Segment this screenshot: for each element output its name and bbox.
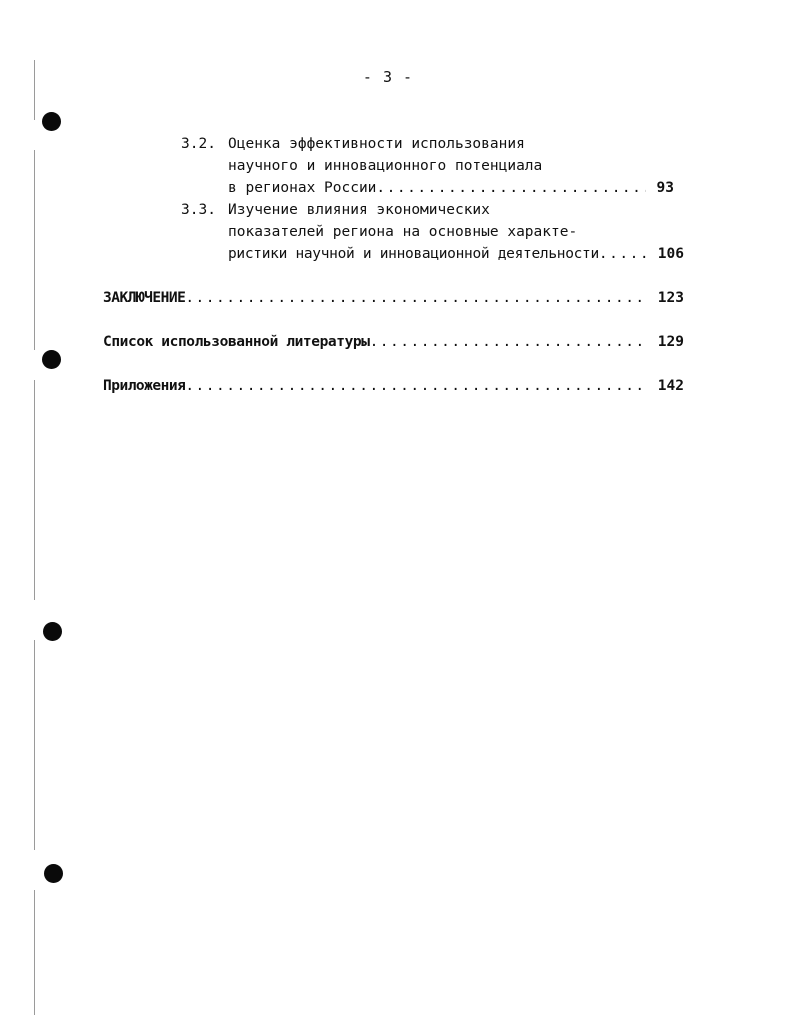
- binder-hole: [42, 350, 61, 369]
- entry-title-leader: [103, 332, 646, 352]
- section-title-leader: [228, 178, 646, 198]
- binder-hole: [42, 112, 61, 131]
- section-title-line: ристики научной и инновационной деятельности: [228, 246, 599, 262]
- dot-leader: [599, 244, 646, 264]
- margin-line: [34, 60, 35, 120]
- page-number: - 3 -: [362, 68, 414, 86]
- dot-leader: [370, 332, 646, 352]
- page-reference: 129: [657, 334, 684, 350]
- dot-leader: [376, 178, 646, 198]
- binder-hole: [43, 622, 62, 641]
- section-number: 3.3.: [181, 202, 216, 218]
- dot-leader: [185, 376, 646, 396]
- section-title-line: показателей региона на основные характе-: [228, 224, 578, 240]
- section-title-line: научного и инновационного потенциала: [228, 158, 543, 174]
- section-title-line: Изучение влияния экономических: [228, 202, 490, 218]
- page-reference: 123: [657, 290, 684, 306]
- margin-line: [34, 640, 35, 850]
- section-title-line: в регионах России: [228, 180, 377, 196]
- section-number: 3.2.: [181, 136, 216, 152]
- margin-line: [34, 890, 35, 1015]
- entry-title-leader: [103, 376, 646, 396]
- section-title-leader: [228, 244, 646, 264]
- entry-title-leader: [103, 288, 646, 308]
- margin-line: [34, 150, 35, 350]
- page-reference: 142: [657, 378, 684, 394]
- entry-title: Список использованной литературы: [103, 334, 370, 350]
- margin-line: [34, 380, 35, 600]
- page-reference: 106: [657, 246, 684, 262]
- page-reference: 93: [656, 180, 674, 196]
- binder-hole: [44, 864, 63, 883]
- section-title-line: Оценка эффективности использования: [228, 136, 525, 152]
- dot-leader: [185, 288, 646, 308]
- entry-title: Приложения: [103, 378, 186, 394]
- entry-title: ЗАКЛЮЧЕНИЕ: [103, 290, 186, 306]
